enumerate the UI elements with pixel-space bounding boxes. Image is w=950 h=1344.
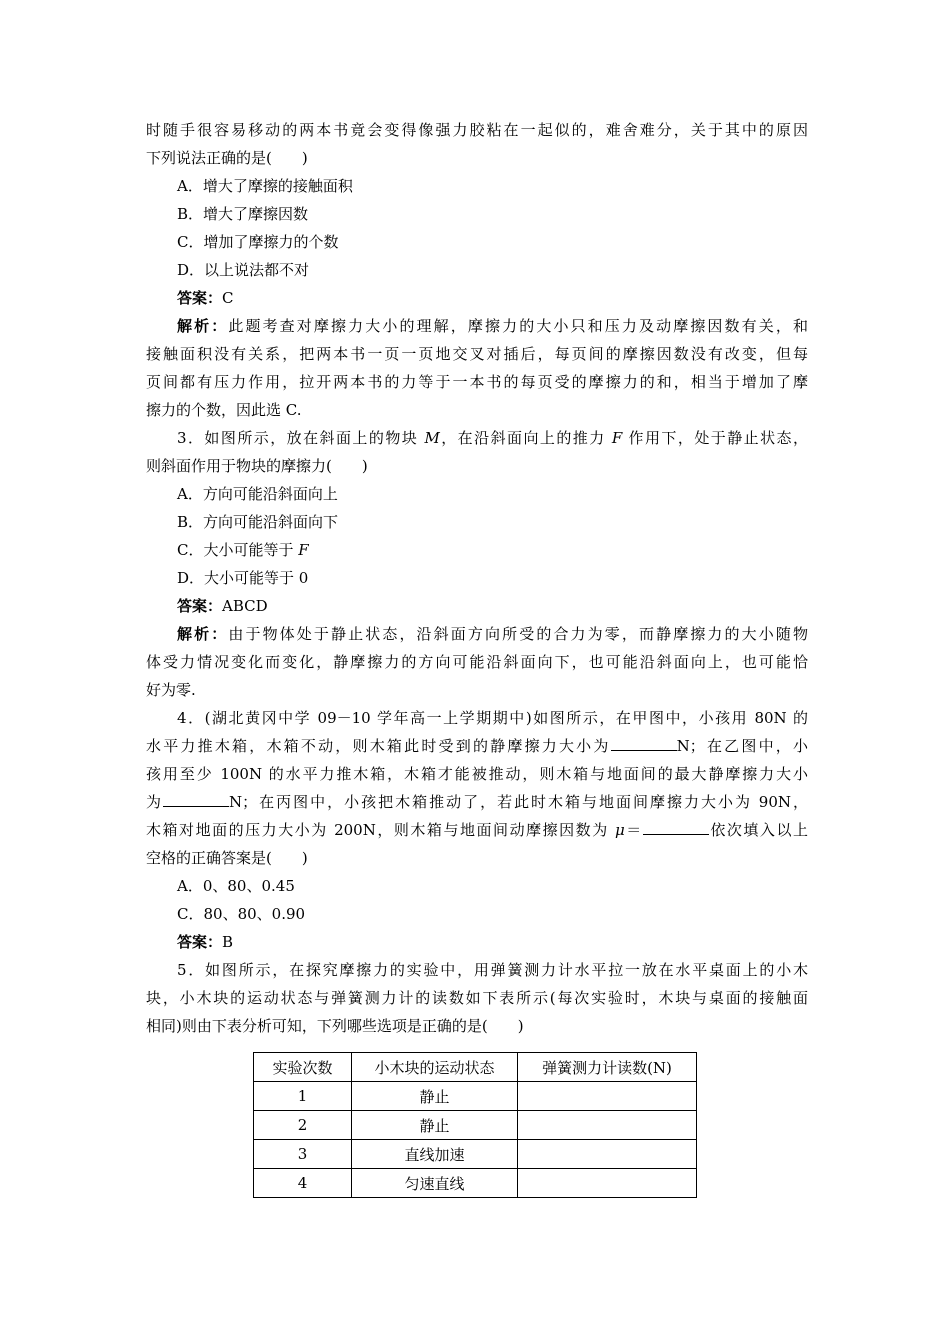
motion-state: 直线加速 xyxy=(352,1140,518,1169)
var-f: F xyxy=(611,429,623,447)
answer-label: 答案： xyxy=(177,933,223,951)
q2-analysis-line4: 擦力的个数，因此选 C. xyxy=(146,401,302,419)
analysis-label: 解析： xyxy=(177,317,229,335)
answer-label: 答案： xyxy=(177,289,223,307)
analysis-text: 由于物体处于静止状态，沿斜面方向所受的合力为零，而静摩擦力的大小随物 xyxy=(228,625,808,643)
var-m: M xyxy=(424,429,440,447)
answer-blank xyxy=(611,732,677,751)
q2-analysis-line3: 页间都有压力作用，拉开两本书的力等于一本书的每页受的摩擦力的和，相当于增加了摩 xyxy=(146,373,808,391)
q3-stem-line1 xyxy=(146,424,808,452)
q4-answer xyxy=(146,928,808,956)
q4-stem-line1: 4．(湖北黄冈中学 09－10 学年高一上学期期中)如图所示，在甲图中，小孩用 80N 的 xyxy=(177,709,808,727)
q2-stem-line2: 下列说法正确的是( ) xyxy=(146,149,308,167)
reading-cell xyxy=(518,1082,697,1111)
answer-value: ABCD xyxy=(222,597,268,615)
trial-number: 1 xyxy=(254,1082,352,1111)
q4-text: 为 xyxy=(146,793,163,811)
var-mu: μ xyxy=(615,821,625,839)
table-row xyxy=(254,1140,697,1169)
experiment-table xyxy=(253,1052,697,1198)
q4-stem-line2 xyxy=(146,732,808,760)
q3-analysis-line1 xyxy=(146,620,808,648)
q2-analysis-line1 xyxy=(146,312,808,340)
trial-number: 4 xyxy=(254,1169,352,1198)
q4-option-a: A．0、80、0.45 xyxy=(177,877,295,895)
q2-analysis-line2: 接触面积没有关系，把两本书一页一页地交叉对插后，每页间的摩擦因数没有改变，但每 xyxy=(146,345,808,363)
motion-state: 匀速直线 xyxy=(352,1169,518,1198)
reading-cell xyxy=(518,1111,697,1140)
q3-text: 3．如图所示，放在斜面上的物块 xyxy=(177,429,425,447)
q4-stem-line6: 空格的正确答案是( ) xyxy=(146,849,308,867)
q4-text: N；在丙图中，小孩把木箱推动了，若此时木箱与地面间摩擦力大小为 90N， xyxy=(229,793,808,811)
trial-number: 3 xyxy=(254,1140,352,1169)
q3-option-d: D．大小可能等于 0 xyxy=(177,569,309,587)
q3-analysis-line2: 体受力情况变化而变化，静摩擦力的方向可能沿斜面向下，也可能沿斜面向上，也可能恰 xyxy=(146,653,808,671)
q2-stem-line1: 时随手很容易移动的两本书竟会变得像强力胶粘在一起似的，难舍难分，关于其中的原因 xyxy=(146,121,808,139)
q2-option-b: B．增大了摩擦因数 xyxy=(177,205,309,223)
table-row xyxy=(254,1169,697,1198)
q4-text: N；在乙图中，小 xyxy=(676,737,808,755)
table-header: 实验次数 xyxy=(254,1053,352,1082)
q3-text: ，在沿斜面向上的推力 xyxy=(439,429,612,447)
q2-option-a: A．增大了摩擦的接触面积 xyxy=(177,177,353,195)
answer-value: C xyxy=(222,289,234,307)
reading-cell xyxy=(518,1169,697,1198)
answer-blank xyxy=(163,788,229,807)
table-header: 弹簧测力计读数(N) xyxy=(518,1053,697,1082)
table-header-row xyxy=(254,1053,697,1082)
trial-number: 2 xyxy=(254,1111,352,1140)
table-header: 小木块的运动状态 xyxy=(352,1053,518,1082)
q3-option-b: B．方向可能沿斜面向下 xyxy=(177,513,339,531)
q3-analysis-line3: 好为零. xyxy=(146,681,196,699)
option-text: C．大小可能等于 xyxy=(177,541,299,559)
q4-text: 水平力推木箱，木箱不动，则木箱此时受到的静摩擦力大小为 xyxy=(146,737,611,755)
q4-text: 依次填入以上 xyxy=(708,821,808,839)
q2-option-c: C．增加了摩擦力的个数 xyxy=(177,233,339,251)
answer-label: 答案： xyxy=(177,597,223,615)
q4-option-c: C．80、80、0.90 xyxy=(177,905,306,923)
q3-option-a: A．方向可能沿斜面向上 xyxy=(177,485,338,503)
analysis-text: 此题考查对摩擦力大小的理解，摩擦力的大小只和压力及动摩擦因数有关，和 xyxy=(228,317,808,335)
answer-blank xyxy=(643,816,709,835)
q4-text: 木箱对地面的压力大小为 200N，则木箱与地面间动摩擦因数为 xyxy=(146,821,616,839)
q2-option-d: D．以上说法都不对 xyxy=(177,261,310,279)
motion-state: 静止 xyxy=(352,1082,518,1111)
q4-stem-line5 xyxy=(146,816,808,844)
q4-stem-line3: 孩用至少 100N 的水平力推木箱，木箱才能被推动，则木箱与地面间的最大静摩擦力大小 xyxy=(146,765,808,783)
q4-text: ＝ xyxy=(624,821,643,839)
q3-answer xyxy=(146,592,808,620)
q3-option-c xyxy=(146,536,808,564)
analysis-label: 解析： xyxy=(177,625,229,643)
q5-stem-line2: 块，小木块的运动状态与弹簧测力计的读数如下表所示(每次实验时，木块与桌面的接触面 xyxy=(146,989,808,1007)
document-page xyxy=(146,116,808,1040)
reading-cell xyxy=(518,1140,697,1169)
q3-stem-line2: 则斜面作用于物块的摩擦力( ) xyxy=(146,457,368,475)
table-row xyxy=(254,1111,697,1140)
table-row xyxy=(254,1082,697,1111)
q4-stem-line4 xyxy=(146,788,808,816)
answer-value: B xyxy=(222,933,234,951)
q2-answer xyxy=(146,284,808,312)
q5-stem-line1: 5．如图所示，在探究摩擦力的实验中，用弹簧测力计水平拉一放在水平桌面上的小木 xyxy=(177,961,808,979)
q3-text: 作用下，处于静止状态， xyxy=(622,429,808,447)
q5-stem-line3: 相同)则由下表分析可知，下列哪些选项是正确的是( ) xyxy=(146,1017,524,1035)
motion-state: 静止 xyxy=(352,1111,518,1140)
var-f: F xyxy=(298,541,309,559)
